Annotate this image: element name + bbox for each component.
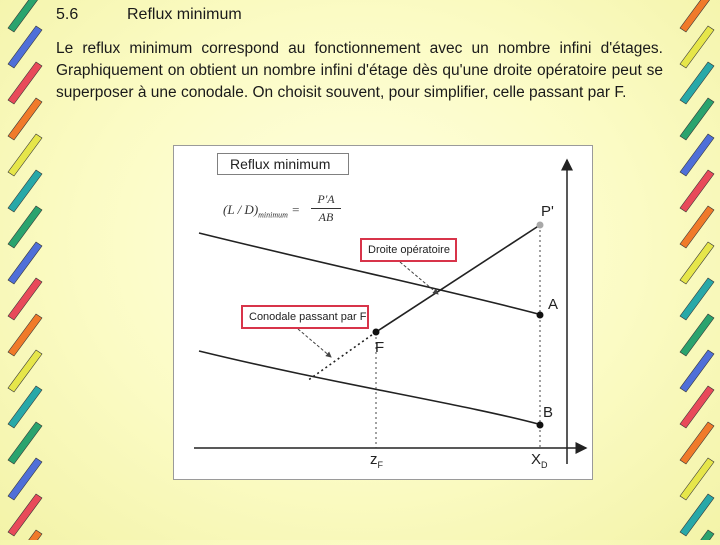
- border-stripe: [8, 314, 42, 356]
- point-a: [537, 312, 544, 319]
- border-stripe: [680, 26, 714, 68]
- border-stripe: [680, 458, 714, 500]
- tie-line-callout-arrow: [298, 329, 331, 357]
- border-stripe: [680, 494, 714, 536]
- label-p-prime: P': [541, 203, 554, 220]
- diagram-drawing: [174, 146, 592, 479]
- border-stripe: [8, 134, 42, 176]
- border-stripe: [680, 422, 714, 464]
- border-stripe: [8, 26, 42, 68]
- lower-equilibrium-curve: [199, 351, 542, 425]
- border-stripe: [680, 350, 714, 392]
- reflux-minimum-diagram: [173, 145, 593, 480]
- section-number: 5.6: [56, 6, 79, 23]
- border-stripe: [8, 350, 42, 392]
- left-border-stripes: [0, 0, 48, 540]
- border-stripe: [680, 98, 714, 140]
- tie-line-callout: Conodale passant par F: [241, 305, 369, 329]
- operating-line-callout-arrow: [400, 262, 438, 294]
- border-stripe: [8, 242, 42, 284]
- border-stripe: [8, 386, 42, 428]
- border-stripe: [680, 278, 714, 320]
- border-stripe: [8, 62, 42, 104]
- fraction-bar: [311, 208, 341, 209]
- point-b: [537, 422, 544, 429]
- border-stripe: [680, 386, 714, 428]
- border-stripe: [8, 170, 42, 212]
- right-decorative-border: [672, 0, 720, 540]
- border-stripe: [680, 62, 714, 104]
- border-stripe: [680, 134, 714, 176]
- border-stripe: [680, 170, 714, 212]
- border-stripe: [8, 458, 42, 500]
- point-p-prime: [537, 222, 544, 229]
- label-b: B: [543, 404, 554, 421]
- border-stripe: [8, 206, 42, 248]
- border-stripe: [680, 242, 714, 284]
- label-xd: $X_D$: [531, 451, 548, 470]
- formula-lhs: $(L / D)_{minimum}$ =: [223, 202, 300, 220]
- right-border-stripes: [672, 0, 720, 540]
- border-stripe: [8, 422, 42, 464]
- border-stripe: [8, 98, 42, 140]
- label-f: F: [375, 339, 385, 356]
- formula-denominator: AB: [318, 210, 334, 224]
- border-stripe: [8, 278, 42, 320]
- border-stripe: [680, 206, 714, 248]
- section-title: Reflux minimum: [127, 6, 242, 23]
- formula-numerator: P'A: [317, 192, 335, 206]
- body-paragraph: Le reflux minimum correspond au fonctionnement avec un nombre infini d'étages. Graphiquement on obtient un nombre infini d'étage dès qu'une droite opératoire peut se superposer à une conodale. On choisit souvent, pour simplifier, celle passant par F.: [56, 40, 663, 101]
- diagram-title: Reflux minimum: [217, 153, 349, 175]
- border-stripe: [8, 494, 42, 536]
- left-decorative-border: [0, 0, 48, 540]
- operating-line-callout: Droite opératoire: [360, 238, 457, 262]
- label-zf: $z_F$: [370, 451, 383, 470]
- point-f: [373, 329, 380, 336]
- label-a: A: [548, 296, 559, 313]
- formula-fraction: [311, 192, 341, 225]
- border-stripe: [680, 314, 714, 356]
- tie-line-through-f: [307, 332, 376, 381]
